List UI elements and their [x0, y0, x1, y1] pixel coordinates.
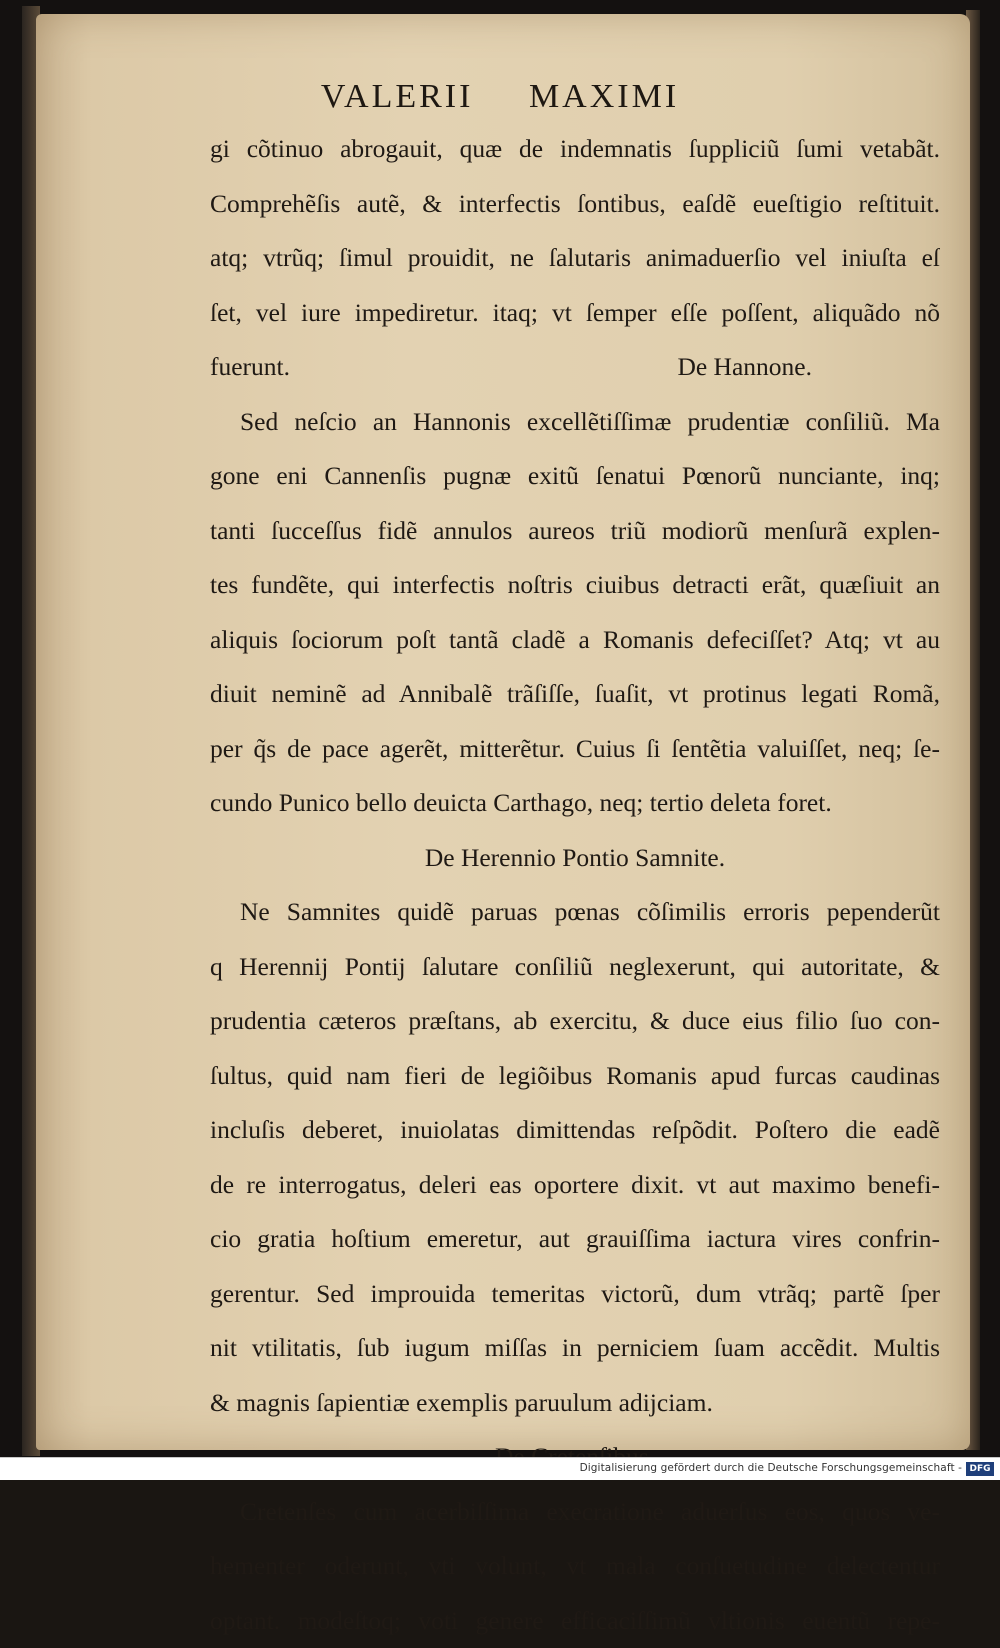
- text-line: de re interrogatus, deleri eas oportere dixit. vt aut maximo benefi-: [210, 1158, 940, 1213]
- paragraph-first-line: Ne Samnites quidẽ paruas pœnas cõſimilis erroris pependerũt: [210, 885, 940, 940]
- text-line: cundo Punico bello deuicta Carthago, neq; tertio deleta foret.: [210, 776, 940, 831]
- footer-bar: [0, 1457, 1000, 1480]
- section-heading: De Hannone.: [677, 340, 812, 395]
- text-line: per q̃s de pace agerẽt, mitterẽtur. Cuius ſi ſentẽtia valuiſſet, neq; ſe-: [210, 722, 940, 777]
- text-line: diuit neminẽ ad Annibalẽ trãſiſſe, ſuaſit, vt protinus legati Romã,: [210, 667, 940, 722]
- footer-credit: Digitalisierung gefördert durch die Deutsche Forschungsgemeinschaft -: [580, 1462, 962, 1474]
- paragraph-first-line: Cretenſes cum acerbiſſima execratione aduerſus eos, quos ve-: [210, 1485, 940, 1540]
- text-line: tes fundẽte, qui interfectis noſtris ciuibus detracti erãt, quæſiuit an: [210, 558, 940, 613]
- text-line: incluſis deberet, inuiolatas dimittendas reſpõdit. Poſtero die eadẽ: [210, 1103, 940, 1158]
- text-line: gone eni Cannenſis pugnæ exitũ ſenatui Pœnorũ nunciante, inq;: [210, 449, 940, 504]
- text-line: hementer oderunt, vti volunt, vt mala conſuetudine delectentur: [210, 1539, 940, 1594]
- running-head-word: VALERII: [321, 78, 474, 116]
- text-line: prudentia cæteros præſtans, ab exercitu, & duce eius filio ſuo con-: [210, 994, 940, 1049]
- paragraph-first-line: Sed neſcio an Hannonis excellẽtiſſimæ prudentiæ conſiliũ. Ma: [210, 395, 940, 450]
- text-line: & magnis ſapientiæ exemplis paruulum adijciam.: [210, 1376, 940, 1431]
- text-line: [210, 340, 940, 395]
- text-line: tanti ſucceſſus fidẽ annulos aureos triũ modiorũ menſurã explen-: [210, 504, 940, 559]
- text-line: aliquis ſociorum poſt tantã cladẽ a Romanis defeciſſet? Atq; vt au: [210, 613, 940, 668]
- text-line: atq; vtrũq; ſimul prouidit, ne ſalutaris animaduerſio vel iniuſta eſ: [210, 231, 940, 286]
- dfg-logo: DFG: [966, 1462, 994, 1476]
- text-line: cio gratia hoſtium emeretur, aut grauiſſima iactura vires confrin-: [210, 1212, 940, 1267]
- text-line: gi cõtinuo abrogauit, quæ de indemnatis ſuppliciũ ſumi vetabãt.: [210, 122, 940, 177]
- text-line: ſet, vel iure impediretur. itaq; vt ſemper eſſe poſſent, aliquãdo nõ: [210, 286, 940, 341]
- text-line: optant. modeſtoq; voti genere efficaciſſimũ vltionis euentũ repe-: [210, 1594, 940, 1648]
- text-block: [210, 122, 940, 1648]
- text-line: Comprehẽſis autẽ, & interfectis ſontibus, eaſdẽ eueſtigio reſtituit.: [210, 177, 940, 232]
- text-line: q Herennij Pontij ſalutare conſiliũ neglexerunt, qui autoritate, &: [210, 940, 940, 995]
- text-line: ſultus, quid nam fieri de legiõibus Romanis apud furcas caudinas: [210, 1049, 940, 1104]
- running-head: [0, 78, 1000, 116]
- running-head-word: MAXIMI: [529, 78, 679, 116]
- section-heading: De Herennio Pontio Samnite.: [210, 831, 940, 886]
- text-line-fragment: fuerunt.: [210, 340, 290, 395]
- text-line: nit vtilitatis, ſub iugum miſſas in perniciem ſuam accẽdit. Multis: [210, 1321, 940, 1376]
- text-line: gerentur. Sed improuida temeritas victorũ, dum vtrãq; partẽ ſper: [210, 1267, 940, 1322]
